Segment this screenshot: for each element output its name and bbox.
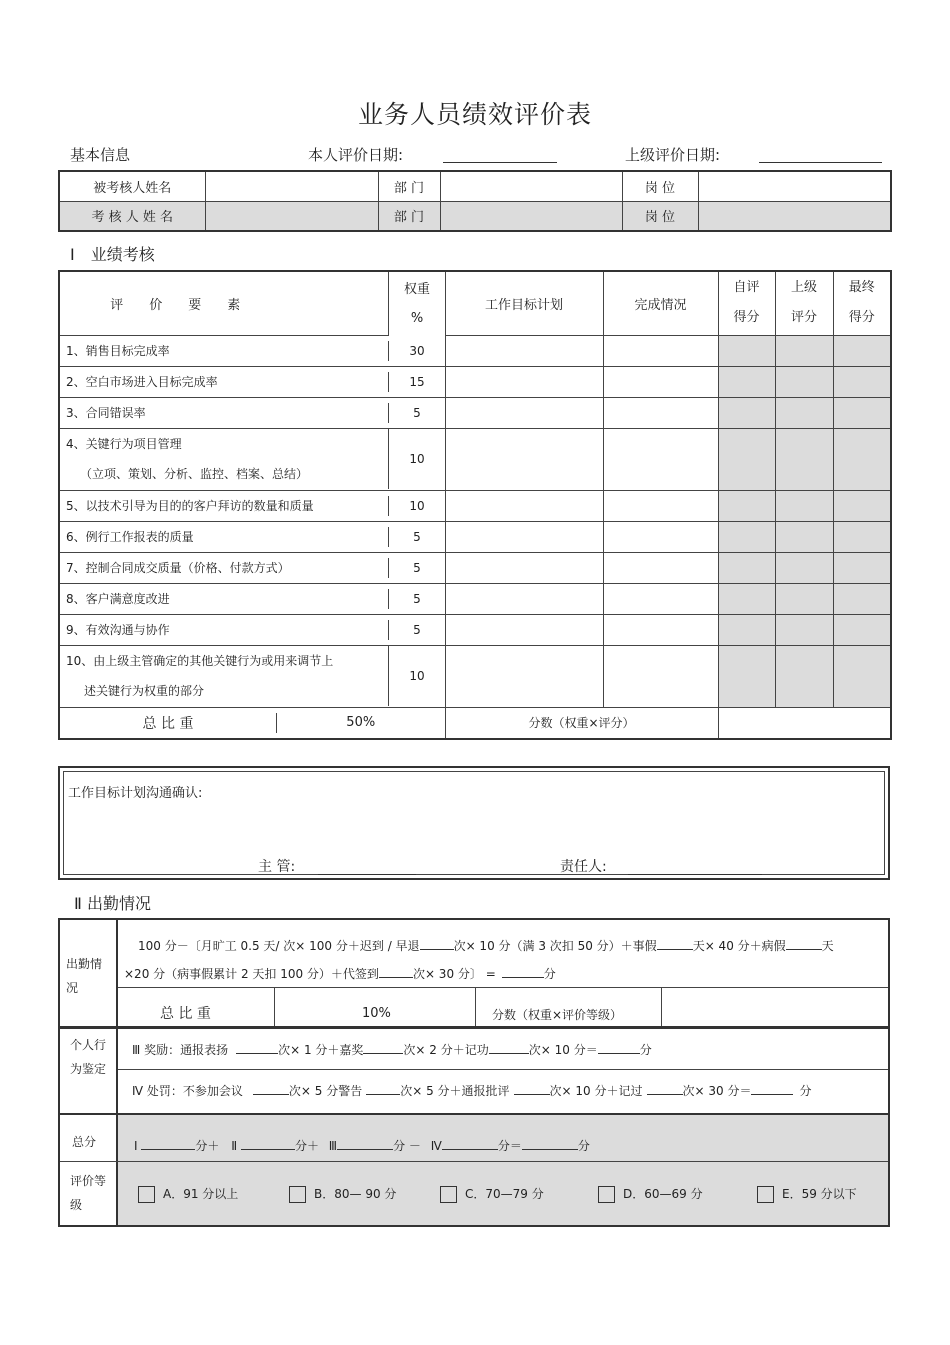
table-row [59,397,891,428]
responsible-sign-field[interactable] [628,874,762,875]
status-cell[interactable] [603,552,718,583]
supervisor-sign-field[interactable] [318,874,416,875]
page-title: 业务人员绩效评价表 [357,100,592,129]
superior-score-cell[interactable] [775,521,833,552]
plan-cell[interactable] [445,552,603,583]
superior-score-cell[interactable] [775,428,833,490]
assessor-name-field[interactable] [205,201,378,231]
criterion-row [59,490,445,521]
superior-score-cell[interactable] [775,490,833,521]
self-score-cell[interactable] [718,335,775,366]
self-score-cell[interactable] [718,521,775,552]
status-cell[interactable] [603,614,718,645]
score-block [58,1113,890,1227]
checkbox-icon[interactable] [289,1186,306,1203]
basic-info-label: 基本信息 [70,146,131,164]
performance-table [58,270,892,740]
self-score-cell[interactable] [718,490,775,521]
grade-option-d[interactable]: D．60—69 分 [598,1185,703,1203]
weight-value: 5 [389,589,445,609]
behavior-label: 个人行为鉴定 [70,1038,107,1076]
table-row [59,335,891,366]
table-row [59,428,891,490]
criterion-text: 5、以技术引导为目的的客户拜访的数量和质量 [66,498,314,513]
score-formula-label: 分数（权重×评分） [445,707,718,739]
attendance-total-value: 10% [362,1006,391,1021]
total-score-formula: Ⅰ 分＋ Ⅱ 分＋ Ⅲ 分 － Ⅳ 分＝ 分 [134,1139,590,1153]
status-cell[interactable] [603,397,718,428]
status-cell[interactable] [603,366,718,397]
section-performance-title: Ⅰ 业绩考核 [70,245,155,264]
status-cell[interactable] [603,583,718,614]
final-score-cell[interactable] [833,614,891,645]
assessee-post-field[interactable] [698,171,891,201]
final-score-cell[interactable] [833,335,891,366]
criterion-text: 7、控制合同成交质量（价格、付款方式） [66,560,290,575]
weight-value: 30 [389,341,445,361]
criterion-text: 6、例行工作报表的质量 [66,529,194,544]
criterion-row [59,397,445,428]
superior-score-cell[interactable] [775,335,833,366]
info-table [58,170,892,232]
checkbox-icon[interactable] [440,1186,457,1203]
total-row [59,707,891,739]
self-score-cell[interactable] [718,614,775,645]
table-row [59,552,891,583]
final-score-cell[interactable] [833,521,891,552]
criterion-text: 4、关键行为项目管理 （立项、策划、分析、监控、档案、总结） [66,437,309,481]
header-plan: 工作目标计划 [445,271,603,335]
table-row [59,614,891,645]
behavior-block [58,1027,890,1115]
header-final: 最终 得分 [833,271,891,335]
plan-cell[interactable] [445,645,603,707]
attendance-formula: 100 分－〔月旷工 0.5 天/ 次× 100 分＋迟到 / 早退 次× 10 分（满 3 次扣 50 分）＋事假 天× 40 分＋病假 天 ×20 分（病事假累计 2 天扣 100 分）＋代签到 次× 30 分〕 = 分 [124,939,834,981]
weight-value: 10 [389,429,445,489]
assessor-name-label: 考 核 人 姓 名 [59,201,205,231]
weight-value: 5 [389,620,445,640]
attendance-label: 出勤情况 [66,957,103,995]
superior-score-cell[interactable] [775,614,833,645]
grade-option-e[interactable]: E．59 分以下 [757,1185,857,1203]
criterion-row [59,552,445,583]
final-score-cell[interactable] [833,645,891,707]
status-cell[interactable] [603,521,718,552]
criterion-text: 3、合同错误率 [66,405,146,420]
table-row [59,521,891,552]
table-row [59,366,891,397]
header-weight: 权重 % [388,272,446,336]
assessee-dept-field[interactable] [440,171,622,201]
dept-label: 部 门 [378,171,440,201]
assessee-name-field[interactable] [205,171,378,201]
self-score-cell[interactable] [718,366,775,397]
criterion-text: 9、有效沟通与协作 [66,622,170,637]
plan-cell[interactable] [445,614,603,645]
table-row [59,583,891,614]
plan-cell[interactable] [445,335,603,366]
total-weight-label: 总 比 重 [142,715,194,732]
final-score-cell[interactable] [833,428,891,490]
superior-score-cell[interactable] [775,366,833,397]
total-score-label: 总分 [72,1135,97,1149]
criterion-row [59,521,445,552]
checkbox-icon[interactable] [598,1186,615,1203]
reward-line: Ⅲ 奖励：通报表扬 次× 1 分＋嘉奖 次× 2 分＋记功 次× 10 分＝ 分 [132,1043,652,1057]
superior-score-cell[interactable] [775,645,833,707]
self-score-cell[interactable] [718,583,775,614]
final-score-cell[interactable] [833,552,891,583]
criterion-text: 2、空白市场进入目标完成率 [66,374,218,389]
plan-cell[interactable] [445,583,603,614]
weight-value: 5 [389,558,445,578]
attendance-total-label: 总 比 重 [160,1006,211,1022]
total-weight-row [59,707,445,739]
superior-score-cell[interactable] [775,397,833,428]
self-date-field[interactable] [443,162,557,163]
weight-value: 5 [389,527,445,547]
section-attendance-title: Ⅱ 出勤情况 [74,894,151,913]
plan-cell[interactable] [445,490,603,521]
superior-score-cell[interactable] [775,552,833,583]
confirm-box [58,766,890,880]
criterion-row [59,583,445,614]
weight-value: 10 [389,496,445,516]
attendance-score-label: 分数（权重×评价等级） [492,1008,623,1022]
weight-value: 10 [389,646,445,706]
grade-label: 评价等级 [70,1174,107,1212]
penalty-line: Ⅳ 处罚：不参加会议 次× 5 分警告 次× 5 分＋通报批评 次× 10 分＋记过 次× 30 分＝ 分 [132,1084,812,1098]
post-label: 岗 位 [622,171,698,201]
criterion-row [59,614,445,645]
weight-value: 5 [389,403,445,423]
self-score-cell[interactable] [718,428,775,490]
criterion-text: 8、客户满意度改进 [66,591,170,606]
header-self: 自评 得分 [718,271,775,335]
final-score-cell[interactable] [833,397,891,428]
final-score-cell[interactable] [833,366,891,397]
assessor-post-field[interactable] [698,201,891,231]
responsible-label: 责任人: [560,859,607,875]
checkbox-icon[interactable] [138,1186,155,1203]
checkbox-icon[interactable] [757,1186,774,1203]
header-superior: 上级 评分 [775,271,833,335]
grade-option-a[interactable]: A．91 分以上 [138,1185,238,1203]
post-label: 岗 位 [622,201,698,231]
header-element: 评 价 要 素 [59,271,445,335]
score-result-cell[interactable] [718,707,891,739]
table-row [59,645,891,707]
plan-cell[interactable] [445,366,603,397]
super-date-label: 上级评价日期: [625,146,721,164]
confirm-title: 工作目标计划沟通确认: [68,786,203,801]
dept-label: 部 门 [378,201,440,231]
assessee-name-label: 被考核人姓名 [59,171,205,201]
status-cell[interactable] [603,428,718,490]
criterion-text: 10、由上级主管确定的其他关键行为或用来调节上 述关键行为权重的部分 [66,654,334,698]
super-date-field[interactable] [759,162,882,163]
plan-cell[interactable] [445,521,603,552]
grade-option-b[interactable]: B．80— 90 分 [289,1185,396,1203]
criterion-row [59,428,445,490]
criterion-text: 1、销售目标完成率 [66,343,170,358]
plan-cell[interactable] [445,397,603,428]
status-cell[interactable] [603,490,718,521]
superior-score-cell[interactable] [775,583,833,614]
weight-value: 15 [389,372,445,392]
final-score-cell[interactable] [833,490,891,521]
status-cell[interactable] [603,645,718,707]
total-weight-value: 50% [277,713,445,733]
criterion-row [59,645,445,707]
self-score-cell[interactable] [718,397,775,428]
plan-cell[interactable] [445,428,603,490]
status-cell[interactable] [603,335,718,366]
header-status: 完成情况 [603,271,718,335]
attendance-block [58,918,890,1028]
assessor-dept-field[interactable] [440,201,622,231]
self-score-cell[interactable] [718,552,775,583]
self-score-cell[interactable] [718,645,775,707]
grade-option-c[interactable]: C．70—79 分 [440,1185,544,1203]
supervisor-label: 主 管: [258,859,296,875]
criterion-row [59,335,445,366]
self-date-label: 本人评价日期: [308,146,404,164]
criterion-row [59,366,445,397]
table-row [59,490,891,521]
final-score-cell[interactable] [833,583,891,614]
